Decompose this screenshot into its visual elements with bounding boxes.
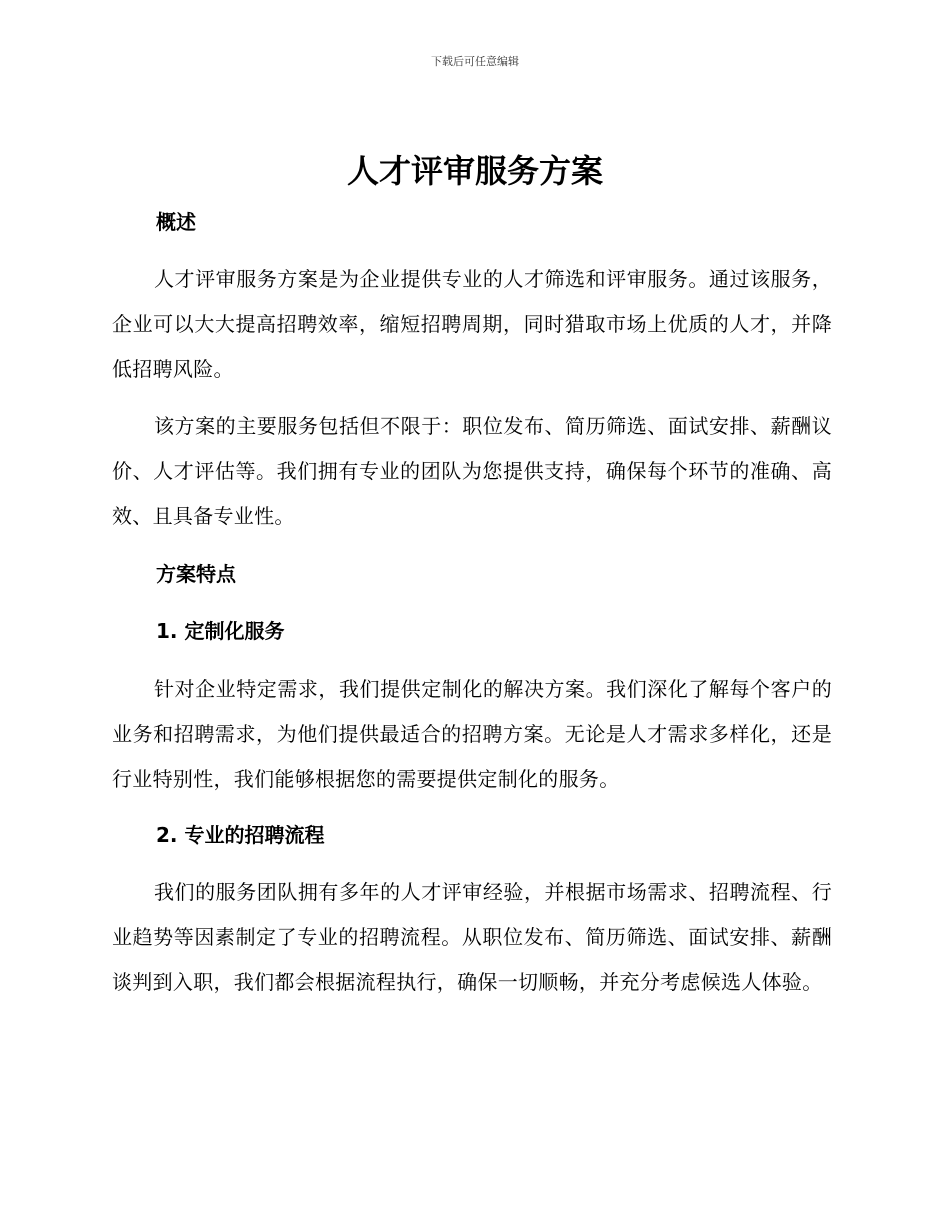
paragraph-customized-service: 针对企业特定需求，我们提供定制化的解决方案。我们深化了解每个客户的业务和招聘需求，为他们提供最适合的招聘方案。无论是人才需求多样化，还是行业特别性，我们能够根据您的需要提供定制化的服务。: [112, 677, 832, 791]
section-heading-features: 方案特点: [156, 562, 236, 586]
document-title: 人才评审服务方案: [346, 152, 603, 190]
page-header-note: 下载后可任意编辑: [431, 55, 519, 68]
section-heading-overview: 概述: [156, 210, 196, 234]
subheading-professional-process: 2. 专业的招聘流程: [156, 823, 325, 847]
paragraph-overview-1: 人才评审服务方案是为企业提供专业的人才筛选和评审服务。通过该服务，企业可以大大提高招聘效率，缩短招聘周期，同时猎取市场上优质的人才，并降低招聘风险。: [112, 267, 832, 381]
subheading-customized-service: 1. 定制化服务: [156, 619, 285, 643]
paragraph-professional-process: 我们的服务团队拥有多年的人才评审经验，并根据市场需求、招聘流程、行业趋势等因素制定了专业的招聘流程。从职位发布、简历筛选、面试安排、薪酬谈判到入职，我们都会根据流程执行，确保一切顺畅，并充分考虑候选人体验。: [112, 880, 832, 994]
paragraph-overview-2: 该方案的主要服务包括但不限于：职位发布、简历筛选、面试安排、薪酬议价、人才评估等。我们拥有专业的团队为您提供支持，确保每个环节的准确、高效、且具备专业性。: [112, 414, 832, 528]
